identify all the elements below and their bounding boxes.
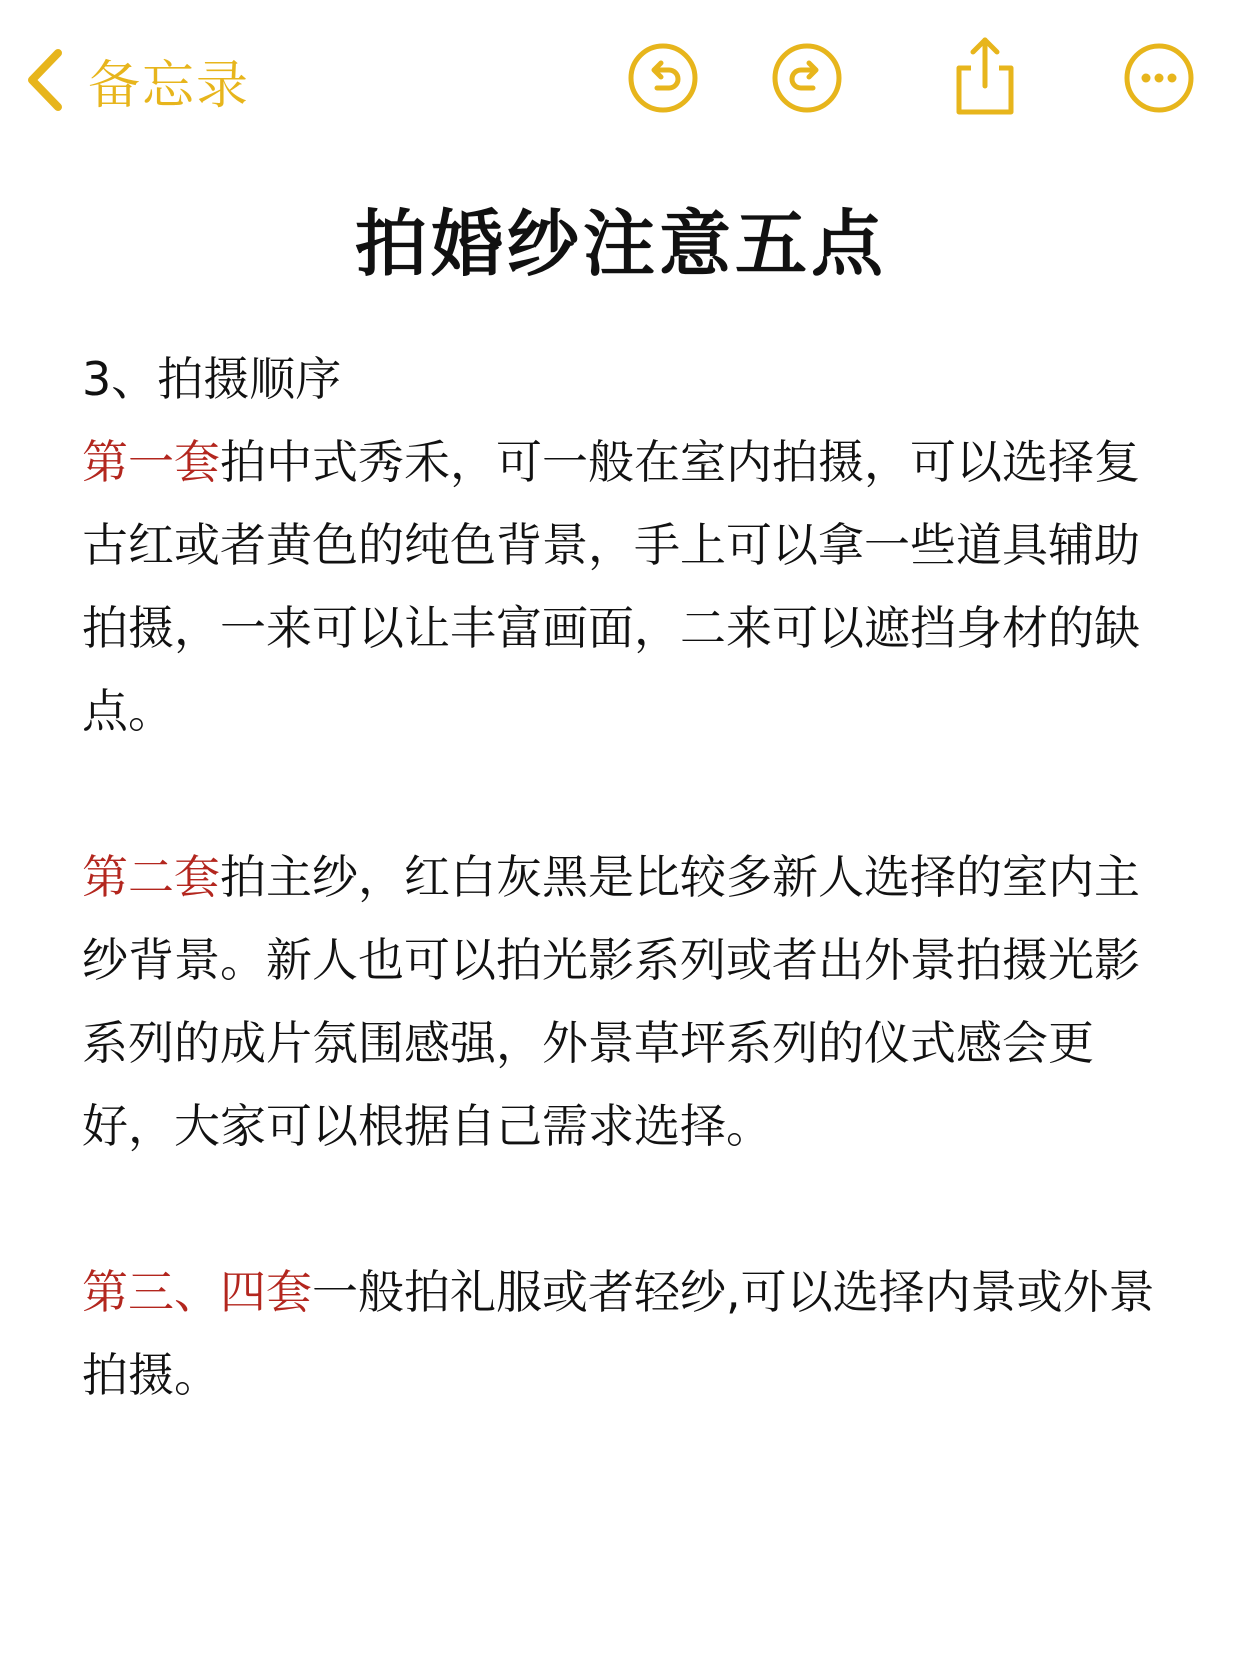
section-heading: 3、拍摄顺序 [82, 352, 342, 406]
paragraph-text: 一般拍礼服或者轻纱,可以选择内景或外景拍摄。 [82, 1265, 1155, 1402]
paragraph [82, 421, 1162, 753]
paragraph-text: 拍主纱，红白灰黑是比较多新人选择的室内主纱背景。新人也可以拍光影系列或者出外景拍摄光影系列的成片氛围感强，外景草坪系列的仪式感会更好，大家可以根据自己需求选择。 [82, 850, 1140, 1153]
blank-line [82, 1168, 1162, 1251]
chevron-left-icon [22, 47, 68, 113]
highlight-text: 第一套 [82, 435, 220, 489]
share-button[interactable] [945, 34, 1025, 118]
undo-button[interactable] [625, 40, 701, 116]
more-button[interactable] [1121, 40, 1197, 116]
blank-line [82, 753, 1162, 836]
paragraph [82, 836, 1162, 1168]
note-title: 拍婚纱注意五点 [354, 202, 887, 286]
more-icon [1121, 40, 1197, 116]
note-body [82, 338, 1162, 1417]
redo-button[interactable] [769, 40, 845, 116]
paragraph-text: 拍中式秀禾，可一般在室内拍摄，可以选择复古红或者黄色的纯色背景，手上可以拿一些道具辅助拍摄，一来可以让丰富画面，二来可以遮挡身材的缺点。 [82, 435, 1140, 738]
redo-icon [769, 40, 845, 116]
paragraph [82, 1251, 1162, 1417]
back-label: 备忘录 [88, 55, 251, 116]
highlight-text: 第二套 [82, 850, 220, 904]
back-button[interactable] [22, 40, 250, 120]
undo-icon [625, 40, 701, 116]
highlight-text: 第三、四套 [82, 1265, 312, 1319]
navigation-bar [0, 0, 1242, 150]
share-icon [945, 34, 1025, 118]
